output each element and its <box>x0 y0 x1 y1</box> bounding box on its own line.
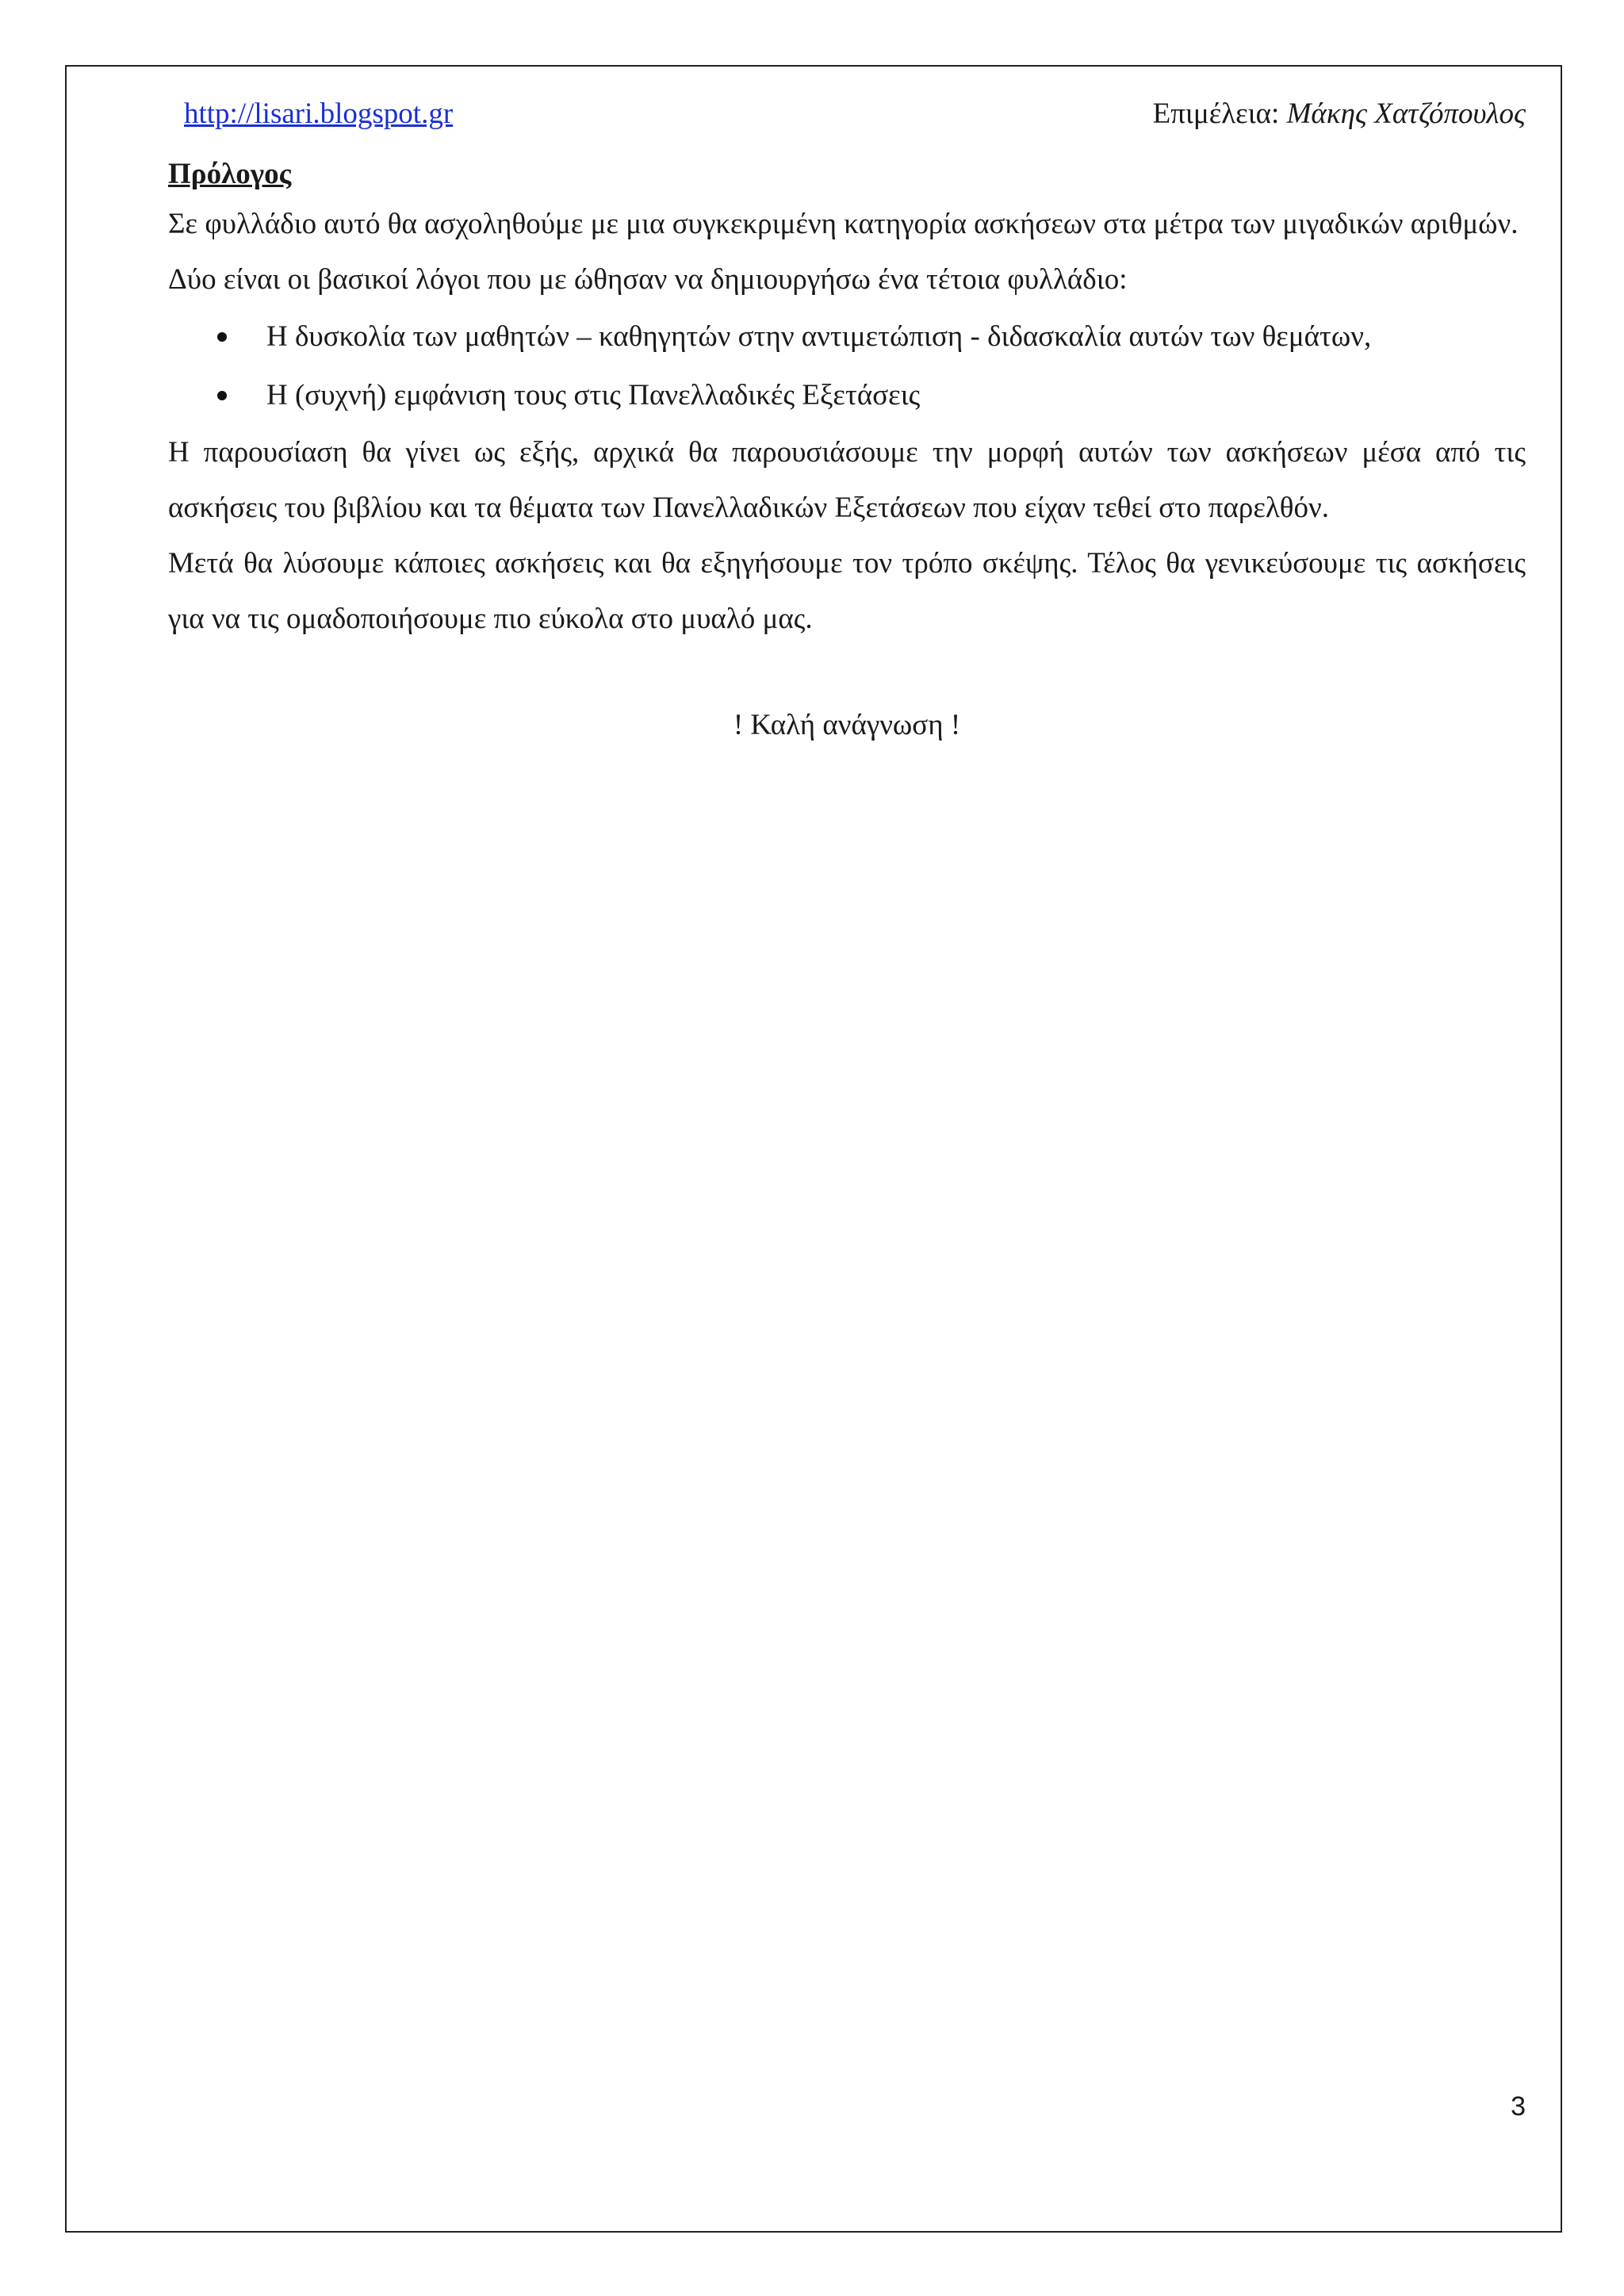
section-title: Πρόλογος <box>168 158 292 190</box>
bullet-icon <box>217 391 227 400</box>
blog-link[interactable]: http://lisari.blogspot.gr <box>184 98 454 130</box>
list-item <box>168 308 1526 366</box>
author-label: Επιμέλεια: <box>1152 98 1287 130</box>
list-item <box>168 366 1526 425</box>
method-paragraph: Μετά θα λύσουμε κάποιες ασκήσεις και θα εξηγήσουμε τον τρόπο σκέψης. Τέλος θα γενικεύσουμε τις ασκήσεις για να τις ομαδοποιήσουμε πιο εύκολα στο μυαλό μας. <box>168 547 1526 635</box>
list-item-text: Η (συχνή) εμφάνιση τους στις Πανελλαδικές Εξετάσεις <box>266 379 921 411</box>
reasons-intro-paragraph: Δύο είναι οι βασικοί λόγοι που με ώθησαν να δημιουργήσω ένα τέτοια φυλλάδιο: <box>168 263 1128 296</box>
reasons-list <box>168 308 1526 425</box>
list-item-text: Η δυσκολία των μαθητών – καθηγητών στην αντιμετώπιση - διδασκαλία αυτών των θεμάτων, <box>266 320 1372 353</box>
page-header <box>184 97 1526 135</box>
intro-paragraph: Σε φυλλάδιο αυτό θα ασχοληθούμε με μια συγκεκριμένη κατηγορία ασκήσεων στα μέτρα των μιγαδικών αριθμών. <box>168 208 1519 240</box>
presentation-paragraph: Η παρουσίαση θα γίνει ως εξής, αρχικά θα παρουσιάσουμε την μορφή αυτών των ασκήσεων μέσα από τις ασκήσεις του βιβλίου και τα θέματα των Πανελλαδικών Εξετάσεων που είχαν τεθεί στο παρελθόν. <box>168 436 1526 524</box>
closing-line: ! Καλή ανάγνωση ! <box>733 709 961 741</box>
bullet-icon <box>217 332 227 342</box>
header-author <box>1153 97 1526 131</box>
author-name: Μάκης Χατζόπουλος <box>1286 98 1526 130</box>
page-number: 3 <box>1511 2091 1526 2122</box>
document-body <box>168 152 1526 753</box>
